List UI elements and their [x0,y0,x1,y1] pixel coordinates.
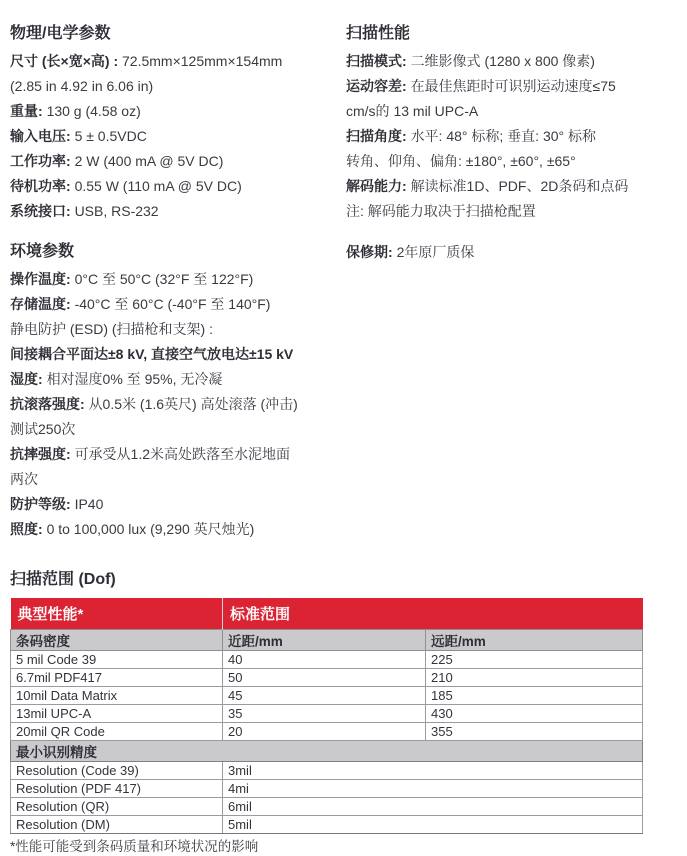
spec-value: 可承受从1.2米高处跌落至水泥地面 [74,446,291,462]
resolution-label: Resolution (PDF 417) [11,780,223,798]
spec-line-operating-temp [10,267,346,292]
density-label: 20mil QR Code [11,723,223,741]
density-far: 225 [426,651,643,669]
spec-value: 130 g (4.58 oz) [46,103,141,119]
spec-value: 0°C 至 50°C (32°F 至 122°F) [74,271,254,287]
spec-line-humidity [10,367,346,392]
dof-header-row [11,598,643,630]
resolution-value: 5mil [223,816,643,834]
density-near: 40 [223,651,426,669]
resolution-label: Resolution (DM) [11,816,223,834]
table-footnote: *性能可能受到条码质量和环境状况的影响 [10,839,259,854]
spec-value: 2 W (400 mA @ 5V DC) [74,153,224,169]
table-row [11,651,643,669]
table-row [11,723,643,741]
section-title-physical: 物理/电学参数 [10,25,111,42]
resolution-value: 4mi [223,780,643,798]
spec-value: 0 to 100,000 lux (9,290 英尺烛光) [46,521,255,537]
spec-line-illumination [10,517,346,542]
spec-value: 注: 解码能力取决于扫描枪配置 [346,203,536,219]
density-far: 210 [426,669,643,687]
table-row [11,762,643,780]
spec-line-tumble [10,392,346,417]
spec-value: 0.55 W (110 mA @ 5V DC) [74,178,242,194]
spec-line-decode-note [346,199,687,224]
dof-subheader-far: 远距/mm [426,630,643,651]
spec-label: 尺寸 (长×宽×高) : [10,53,123,69]
spec-label: 扫描模式: [346,53,411,69]
spec-line-scan-angle [346,124,687,149]
spec-label: 存储温度: [10,296,75,312]
density-label: 10mil Data Matrix [11,687,223,705]
table-row [11,816,643,834]
spec-line-esd [10,317,346,342]
spec-line-drop [10,442,346,467]
spec-value: 在最佳焦距时可识别运动速度≤75 [410,78,616,94]
spec-label: 系统接口: [10,203,75,219]
density-near: 45 [223,687,426,705]
spec-label: 抗滚落强度: [10,396,89,412]
resolution-value: 3mil [223,762,643,780]
spec-line-ip-rating [10,492,346,517]
spec-line-dimensions [10,49,346,74]
dof-header-typical: 典型性能* [11,598,223,630]
spec-label: 工作功率: [10,153,75,169]
spec-value: 转角、仰角、偏角: ±180°, ±60°, ±65° [346,153,576,169]
spec-value: 解读标准1D、PDF、2D条码和点码 [410,178,629,194]
spec-label: 间接耦合平面达±8 kV, 直接空气放电达±15 kV [10,346,294,362]
density-near: 50 [223,669,426,687]
dof-table [10,598,643,834]
spec-label: 抗摔强度: [10,446,75,462]
spec-line-decode [346,174,687,199]
dof-subheader-row [11,630,643,651]
spec-line-operating-power [10,149,346,174]
column-left [10,24,346,542]
spec-line-dimensions-in [10,74,346,99]
spec-line-input-voltage [10,124,346,149]
section-warranty [346,240,687,265]
spec-value: USB, RS-232 [74,203,159,219]
table-row [11,687,643,705]
spec-value: (2.85 in 4.92 in 6.06 in) [10,78,154,94]
spec-line-weight [10,99,346,124]
spec-label: 运动容差: [346,78,411,94]
density-label: 13mil UPC-A [11,705,223,723]
dof-header-standard-range: 标准范围 [223,598,643,630]
spec-value: 测试250次 [10,421,76,437]
resolution-value: 6mil [223,798,643,816]
spec-line-storage-temp [10,292,346,317]
spec-label: 待机功率: [10,178,75,194]
dof-table-title: 扫描范围 (Dof) [10,571,116,588]
spec-line-scan-angle-cont [346,149,687,174]
table-row [11,798,643,816]
spec-value: 水平: 48° 标称; 垂直: 30° 标称 [410,128,597,144]
spec-label: 输入电压: [10,128,75,144]
spec-label: 重量: [10,103,47,119]
spec-value: 相对湿度0% 至 95%, 无冷凝 [46,371,223,387]
dof-subheader-density: 条码密度 [11,630,223,651]
spec-value: 静电防护 (ESD) (扫描枪和支架) : [10,321,213,337]
section-title-environment: 环境参数 [10,243,75,260]
section-scanning [346,24,687,224]
density-far: 185 [426,687,643,705]
spec-line-interface [10,199,346,224]
density-label: 6.7mil PDF417 [11,669,223,687]
spec-value: cm/s的 13 mil UPC-A [346,103,479,119]
spec-value: 5 ± 0.5VDC [74,128,147,144]
column-right [346,24,687,542]
density-near: 20 [223,723,426,741]
table-row [11,705,643,723]
spec-label: 照度: [10,521,47,537]
spec-line-motion-tolerance [346,74,687,99]
section-title-scanning: 扫描性能 [346,25,411,42]
dof-subheader-near: 近距/mm [223,630,426,651]
spec-line-standby-power [10,174,346,199]
spec-label: 防护等级: [10,496,75,512]
spec-value: -40°C 至 60°C (-40°F 至 140°F) [74,296,271,312]
spec-columns [10,24,687,542]
spec-label: 扫描角度: [346,128,411,144]
spec-value: 2年原厂质保 [396,244,475,260]
spec-line-motion-tolerance-cont [346,99,687,124]
table-row [11,669,643,687]
density-far: 355 [426,723,643,741]
spec-label: 解码能力: [346,178,411,194]
spec-label: 湿度: [10,371,47,387]
spec-line-esd-values [10,342,346,367]
spec-label: 操作温度: [10,271,75,287]
density-near: 35 [223,705,426,723]
spec-value: 72.5mm×125mm×154mm [122,53,283,69]
resolution-label: Resolution (Code 39) [11,762,223,780]
section-environment [10,242,346,542]
spec-line-tumble-count [10,417,346,442]
spec-line-drop-count [10,467,346,492]
spec-value: 二维影像式 (1280 x 800 像素) [410,53,595,69]
spec-line-warranty [346,240,687,265]
dof-resolution-band-row [11,741,643,762]
density-label: 5 mil Code 39 [11,651,223,669]
spec-value: 从0.5米 (1.6英尺) 高处滚落 (冲击) [88,396,298,412]
spec-label: 保修期: [346,244,397,260]
table-row [11,780,643,798]
resolution-label: Resolution (QR) [11,798,223,816]
density-far: 430 [426,705,643,723]
spec-value: 两次 [10,471,38,487]
section-physical [10,24,346,224]
dof-resolution-title: 最小识别精度 [11,741,643,762]
spec-line-scan-mode [346,49,687,74]
spec-value: IP40 [74,496,104,512]
